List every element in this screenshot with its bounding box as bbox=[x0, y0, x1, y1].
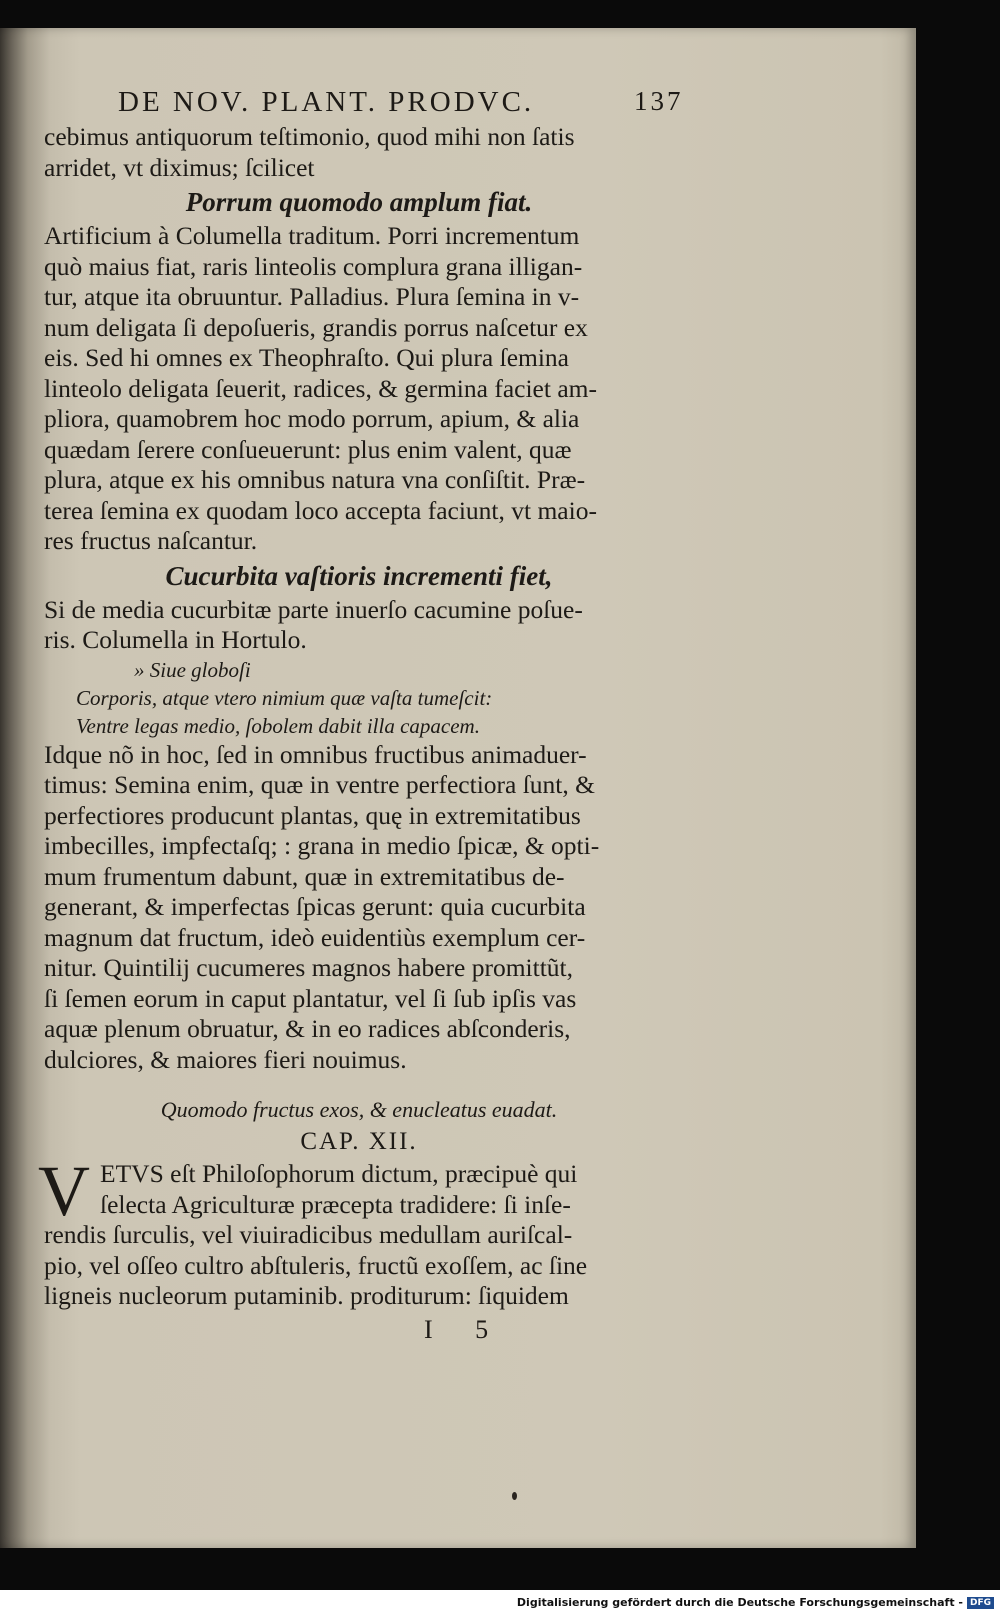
text-line: mum frumentum dabunt, quæ in extremitatibus de- bbox=[44, 861, 565, 891]
text-line: timus: Semina enim, quæ in ventre perfectiora ſunt, & bbox=[44, 770, 595, 799]
text-line: pliora, quamobrem hoc modo porrum, apium, & alia bbox=[44, 404, 580, 433]
text-line: quædam ſerere conſueuerunt: plus enim valent, quæ bbox=[44, 434, 572, 464]
running-head-title: DE NOV. PLANT. PRODVC. bbox=[118, 86, 535, 118]
paragraph-block-3 bbox=[44, 595, 674, 656]
text-line: Si de media cucurbitæ parte inuerſo cacumine poſue- bbox=[44, 594, 583, 624]
signature-mark: I 5 bbox=[424, 1314, 507, 1344]
text-line: perfectiores producunt plantas, quę in extremitatibus bbox=[44, 800, 581, 830]
text-line: Idque nõ in hoc, ſed in omnibus fructibus animaduer- bbox=[44, 739, 587, 769]
text-line: tur, atque ita obruuntur. Palladius. Plura ſemina in v- bbox=[44, 282, 580, 311]
book-page bbox=[0, 28, 916, 1548]
text-line: Artificium à Columella traditum. Porri incrementum bbox=[44, 221, 580, 250]
text-line: res fructus naſcantur. bbox=[44, 526, 258, 555]
text-line: ETVS eſt Philoſophorum dictum, præcipuè qui bbox=[100, 1159, 578, 1188]
text-line: ſelecta Agriculturæ præcepta tradidere: ſi inſe- bbox=[100, 1189, 571, 1219]
section-heading-porrum: Porrum quomodo amplum fiat. bbox=[185, 187, 533, 217]
verse-line: » Siue globoſi bbox=[134, 657, 251, 682]
text-line: ſi ſemen eorum in caput plantatur, vel ſi ſub ipſis vas bbox=[44, 983, 577, 1013]
drop-capital: V bbox=[38, 1151, 90, 1231]
dfg-logo: DFG bbox=[967, 1597, 994, 1609]
verse-quotation bbox=[44, 656, 674, 740]
text-line: imbecilles, impfectaſq; : grana in medio ſpicæ, & opti- bbox=[44, 831, 600, 860]
chapter-title: Quomodo fructus exos, & enucleatus euadat. bbox=[160, 1097, 558, 1122]
text-line: nitur. Quintilij cucumeres magnos habere promittũt, bbox=[44, 953, 574, 982]
paragraph-block-4 bbox=[44, 740, 674, 1076]
text-line: generant, & imperfectas ſpicas gerunt: quia cucurbita bbox=[44, 892, 586, 921]
text-line: quò maius fiat, raris linteolis complura grana illigan- bbox=[44, 251, 583, 281]
text-line: dulciores, & maiores fieri nouimus. bbox=[44, 1044, 407, 1074]
text-line: pio, vel oſſeo cultro abſtuleris, fructũ exoſſem, ac ſine bbox=[44, 1250, 588, 1280]
chapter-number: CAP. XII. bbox=[300, 1128, 418, 1155]
digitization-credit bbox=[517, 1596, 994, 1609]
page-number: 137 bbox=[634, 86, 684, 116]
text-line: arridet, vt diximus; ſcilicet bbox=[44, 152, 315, 182]
text-line: ris. Columella in Hortulo. bbox=[44, 625, 307, 654]
text-line: num deligata ſi depoſueris, grandis porrus naſcetur ex bbox=[44, 312, 588, 342]
running-head bbox=[44, 78, 684, 122]
paragraph-block-2 bbox=[44, 221, 674, 557]
verse-line: Corporis, atque vtero nimium quæ vaſta tumeſcit: bbox=[76, 685, 493, 710]
ink-speck bbox=[512, 1492, 517, 1500]
text-line: aquæ plenum obruatur, & in eo radices abſconderis, bbox=[44, 1014, 571, 1043]
paragraph-block-1 bbox=[44, 122, 674, 183]
text-line: eis. Sed hi omnes ex Theophraſto. Qui plura ſemina bbox=[44, 343, 570, 372]
page-text-area bbox=[38, 78, 684, 1348]
text-line: ligneis nucleorum putaminib. proditurum: ſiquidem bbox=[44, 1281, 569, 1310]
text-line: magnum dat fructum, ideò euidentiùs exemplum cer- bbox=[44, 922, 586, 952]
text-line: plura, atque ex his omnibus natura vna conſiſtit. Præ- bbox=[44, 465, 586, 494]
credit-text: Digitalisierung gefördert durch die Deutsche Forschungsgemeinschaft - bbox=[516, 1596, 963, 1609]
text-line: cebimus antiquorum teſtimonio, quod mihi non ſatis bbox=[44, 122, 575, 151]
section-heading-cucurbita: Cucurbita vaſtioris incrementi fiet, bbox=[165, 560, 553, 591]
verse-line: Ventre legas medio, ſobolem dabit illa capacem. bbox=[76, 713, 480, 738]
text-line: linteolo deligata ſeuerit, radices, & germina faciet am- bbox=[44, 373, 597, 403]
chapter-opening bbox=[38, 1151, 674, 1312]
text-line: terea ſemina ex quodam loco accepta faciunt, vt maio- bbox=[44, 495, 597, 525]
text-line: rendis ſurculis, vel viuiradicibus medullam auriſcal- bbox=[44, 1220, 573, 1249]
